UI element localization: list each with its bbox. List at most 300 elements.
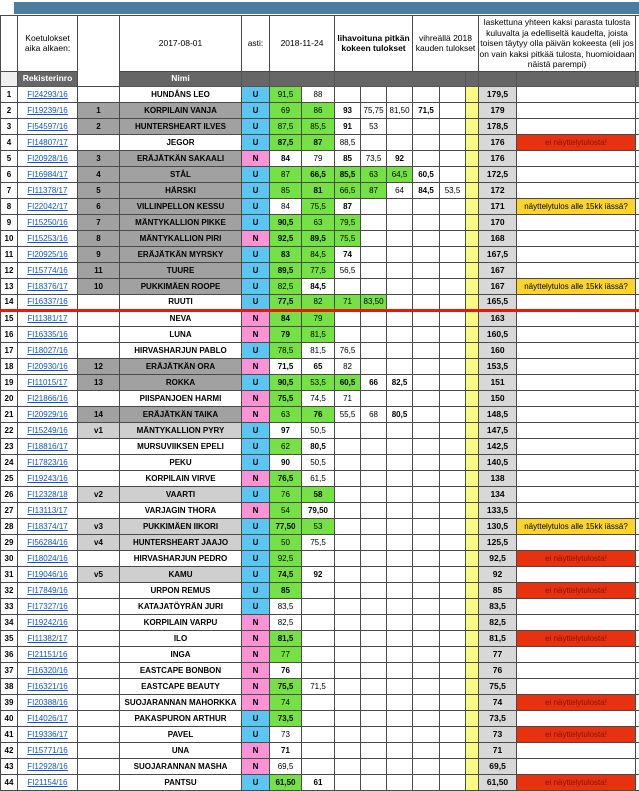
score-cell (413, 455, 440, 471)
registry-cell (18, 647, 78, 663)
row-number: 11 (1, 247, 18, 263)
subheader-empty-notes (517, 72, 636, 87)
gutter-cell (636, 391, 639, 407)
selection-cell: v2 (78, 487, 120, 503)
score-cell: 87 (302, 135, 335, 151)
row-number: 13 (1, 279, 18, 295)
total-cell: 92 (479, 567, 517, 583)
total-cell: 81,5 (479, 631, 517, 647)
score-cell (413, 663, 440, 679)
subheader-gutter (636, 72, 639, 87)
yellow-marker-cell (466, 215, 479, 231)
registry-cell (18, 775, 78, 791)
score-cell: 82,5 (387, 375, 413, 391)
gutter-cell (636, 279, 639, 295)
score-cell: 80,5 (302, 439, 335, 455)
score-cell (335, 679, 361, 695)
registry-cell (18, 599, 78, 615)
score-cell: 54 (270, 503, 302, 519)
score-cell: 87,5 (270, 135, 302, 151)
score-cell (387, 487, 413, 503)
gutter-cell (636, 743, 639, 759)
table-row (1, 471, 639, 487)
dog-name: VILLINPELLON KESSU (120, 199, 242, 215)
registry-link[interactable]: FI11378/17 (27, 185, 68, 195)
total-cell: 138 (479, 471, 517, 487)
yellow-marker-cell (466, 615, 479, 631)
score-cell: 81,5 (302, 327, 335, 343)
score-cell (387, 423, 413, 439)
score-cell (387, 471, 413, 487)
gutter-cell (636, 199, 639, 215)
registry-link[interactable]: FI11382/17 (27, 633, 68, 643)
registry-cell (18, 391, 78, 407)
registry-link[interactable]: FI11015/17 (27, 377, 68, 387)
yellow-marker-cell (466, 647, 479, 663)
yellow-marker-cell (466, 727, 479, 743)
registry-link[interactable]: FI18024/16 (27, 553, 68, 563)
yellow-marker-cell (466, 391, 479, 407)
row-number: 44 (1, 775, 18, 791)
score-cell (413, 375, 440, 391)
trial-type-cell: U (242, 119, 270, 135)
dog-name: JEGOR (120, 135, 242, 151)
yellow-marker-cell (466, 263, 479, 279)
dog-name: PANTSU (120, 775, 242, 791)
score-cell (440, 231, 466, 247)
registry-link[interactable]: FI12328/18 (27, 489, 68, 499)
registry-link[interactable]: FI16984/17 (27, 169, 68, 179)
score-cell: 81,50 (387, 103, 413, 119)
note-cell: näyttelytulos alle 15kk iässä? (517, 519, 636, 535)
row-number: 16 (1, 327, 18, 343)
dog-name: MÄNTYKALLION PYRY (120, 423, 242, 439)
trial-type-cell: U (242, 263, 270, 279)
score-cell: 85 (270, 183, 302, 199)
score-cell (361, 423, 387, 439)
selection-cell: 7 (78, 215, 120, 231)
gutter-cell (636, 87, 639, 103)
row-number: 19 (1, 375, 18, 391)
note-cell: näyttelytulos alle 15kk iässä? (517, 279, 636, 295)
score-cell (335, 727, 361, 743)
total-cell: 92,5 (479, 551, 517, 567)
total-cell: 76 (479, 663, 517, 679)
table-row (1, 167, 639, 183)
registry-cell (18, 663, 78, 679)
table-row (1, 407, 639, 423)
registry-link[interactable]: FI17849/16 (27, 585, 68, 595)
registry-link[interactable]: FI22042/17 (27, 201, 68, 211)
score-cell (440, 631, 466, 647)
registry-link[interactable]: FI15249/16 (27, 425, 68, 435)
yellow-marker-cell (466, 343, 479, 359)
registry-link[interactable]: FI19242/16 (27, 617, 68, 627)
table-row (1, 151, 639, 167)
total-cell: 61,50 (479, 775, 517, 791)
registry-cell (18, 535, 78, 551)
score-cell (413, 359, 440, 375)
score-cell (387, 583, 413, 599)
registry-cell (18, 711, 78, 727)
registry-cell (18, 759, 78, 775)
table-row (1, 695, 639, 711)
score-cell (302, 647, 335, 663)
score-cell (335, 615, 361, 631)
score-cell (413, 615, 440, 631)
trial-type-cell: U (242, 551, 270, 567)
gutter-cell (636, 599, 639, 615)
registry-link[interactable]: FI15774/16 (27, 265, 68, 275)
total-cell: 176 (479, 151, 517, 167)
score-cell (361, 631, 387, 647)
table-row (1, 759, 639, 775)
registry-cell (18, 615, 78, 631)
note-cell: näyttelytulos alle 15kk iässä? (517, 199, 636, 215)
trial-type-cell: N (242, 647, 270, 663)
gutter-cell (636, 359, 639, 375)
registry-link[interactable]: FI20925/16 (27, 249, 68, 259)
gutter-cell (636, 503, 639, 519)
registry-link[interactable]: FI19243/16 (27, 473, 68, 483)
registry-link[interactable]: FI20388/16 (27, 697, 68, 707)
score-cell (387, 119, 413, 135)
score-cell (413, 247, 440, 263)
trial-type-cell: U (242, 103, 270, 119)
score-cell: 91 (335, 119, 361, 135)
score-cell: 69,5 (270, 759, 302, 775)
registry-link[interactable]: FI20930/16 (27, 361, 68, 371)
registry-cell (18, 583, 78, 599)
registry-link[interactable]: FI16335/16 (27, 329, 68, 339)
score-cell: 97 (270, 423, 302, 439)
table-row (1, 279, 639, 295)
score-cell (361, 279, 387, 295)
gutter-cell (636, 519, 639, 535)
score-cell (361, 247, 387, 263)
registry-link[interactable]: FI18376/17 (27, 281, 68, 291)
row-number: 4 (1, 135, 18, 151)
row-number: 33 (1, 599, 18, 615)
selection-cell: 3 (78, 151, 120, 167)
registry-link[interactable]: FI54597/16 (27, 121, 68, 131)
score-cell (413, 759, 440, 775)
score-cell: 61,5 (302, 471, 335, 487)
total-cell: 140,5 (479, 455, 517, 471)
score-cell (413, 263, 440, 279)
total-cell: 171 (479, 199, 517, 215)
score-cell: 74,5 (270, 567, 302, 583)
yellow-marker-cell (466, 583, 479, 599)
registry-link[interactable]: FI16321/16 (27, 681, 68, 691)
total-cell: 160 (479, 343, 517, 359)
registry-cell (18, 471, 78, 487)
score-cell: 61 (302, 775, 335, 791)
score-cell (302, 615, 335, 631)
score-cell (440, 167, 466, 183)
registry-cell (18, 311, 78, 327)
score-cell (413, 423, 440, 439)
yellow-marker-cell (466, 711, 479, 727)
score-cell: 84 (270, 199, 302, 215)
score-cell (387, 263, 413, 279)
registry-link[interactable]: FI19239/16 (27, 105, 68, 115)
score-cell: 76 (302, 407, 335, 423)
total-cell: 83,5 (479, 599, 517, 615)
registry-link[interactable]: FI11381/17 (27, 314, 68, 324)
row-number: 36 (1, 647, 18, 663)
registry-cell (18, 327, 78, 343)
registry-cell (18, 727, 78, 743)
score-cell: 84,5 (302, 279, 335, 295)
score-cell: 74 (335, 247, 361, 263)
score-cell (413, 391, 440, 407)
dog-name: UNA (120, 743, 242, 759)
score-cell (387, 535, 413, 551)
score-cell (361, 743, 387, 759)
score-cell: 56,5 (335, 263, 361, 279)
score-cell (335, 455, 361, 471)
registry-link[interactable]: FI13113/17 (27, 505, 68, 515)
score-cell: 82,5 (270, 615, 302, 631)
score-cell: 74,5 (302, 391, 335, 407)
registry-link[interactable]: FI19046/16 (27, 569, 68, 579)
total-cell: 179 (479, 103, 517, 119)
score-cell (440, 151, 466, 167)
selection-cell: 10 (78, 279, 120, 295)
registry-link[interactable]: FI21866/16 (27, 393, 68, 403)
gutter-cell (636, 215, 639, 231)
score-cell (335, 663, 361, 679)
score-cell: 82 (335, 359, 361, 375)
note-cell (517, 151, 636, 167)
total-cell: 85 (479, 583, 517, 599)
score-cell (413, 487, 440, 503)
selection-cell (78, 295, 120, 311)
registry-cell (18, 167, 78, 183)
trial-type-cell: N (242, 631, 270, 647)
yellow-marker-cell (466, 311, 479, 327)
score-cell (440, 119, 466, 135)
yellow-marker-cell (466, 503, 479, 519)
registry-link[interactable]: FI18816/17 (27, 441, 68, 451)
score-cell (335, 503, 361, 519)
score-cell (361, 647, 387, 663)
score-cell: 92 (302, 567, 335, 583)
yellow-marker-cell (466, 247, 479, 263)
score-cell (387, 567, 413, 583)
registry-link[interactable]: FI21154/16 (27, 777, 68, 787)
score-cell: 73,5 (361, 151, 387, 167)
score-cell (440, 567, 466, 583)
selection-cell (78, 695, 120, 711)
registry-link[interactable]: FI18374/17 (27, 521, 68, 531)
trial-type-cell: N (242, 743, 270, 759)
score-cell: 68 (361, 407, 387, 423)
dog-name: PEKU (120, 455, 242, 471)
registry-link[interactable]: FI19336/17 (27, 729, 68, 739)
total-cell: 170 (479, 215, 517, 231)
selection-cell (78, 679, 120, 695)
dog-name: ROKKA (120, 375, 242, 391)
results-table (0, 15, 639, 791)
score-cell (302, 631, 335, 647)
registry-link[interactable]: FI15250/16 (27, 217, 68, 227)
subheader-empty-un (242, 72, 270, 87)
trial-type-cell: U (242, 279, 270, 295)
row-number: 21 (1, 407, 18, 423)
score-cell: 77,5 (302, 263, 335, 279)
score-cell: 55,5 (335, 407, 361, 423)
header-bold-note: lihavoituna pitkän kokeen tulokset (335, 16, 413, 72)
score-cell (440, 87, 466, 103)
registry-cell (18, 295, 78, 311)
score-cell: 75,5 (302, 535, 335, 551)
registry-link[interactable]: FI14807/17 (27, 137, 68, 147)
row-number: 7 (1, 183, 18, 199)
score-cell (440, 455, 466, 471)
row-number: 38 (1, 679, 18, 695)
score-cell: 77,5 (270, 295, 302, 311)
selection-cell (78, 631, 120, 647)
total-cell: 179,5 (479, 87, 517, 103)
yellow-marker-cell (466, 471, 479, 487)
registry-link[interactable]: FI21151/16 (27, 649, 68, 659)
registry-link[interactable]: FI17327/16 (27, 601, 68, 611)
dog-name: HIRVASHARJUN PABLO (120, 343, 242, 359)
score-cell (335, 279, 361, 295)
registry-link[interactable]: FI15253/16 (27, 233, 68, 243)
score-cell (387, 551, 413, 567)
yellow-marker-cell (466, 663, 479, 679)
score-cell (413, 471, 440, 487)
total-cell: 163 (479, 311, 517, 327)
gutter-cell (636, 167, 639, 183)
selection-cell (78, 743, 120, 759)
score-cell: 76,5 (270, 471, 302, 487)
gutter-cell (636, 295, 639, 311)
score-cell (413, 583, 440, 599)
registry-cell (18, 215, 78, 231)
subheader-empty-yellow (466, 72, 479, 87)
registry-link[interactable]: FI15771/16 (27, 745, 68, 755)
table-row (1, 375, 639, 391)
table-row (1, 119, 639, 135)
score-cell (413, 407, 440, 423)
score-cell (387, 87, 413, 103)
gutter-cell (636, 119, 639, 135)
yellow-marker-cell (466, 535, 479, 551)
score-cell (440, 519, 466, 535)
registry-cell (18, 119, 78, 135)
gutter-cell (636, 183, 639, 199)
dog-name: EASTCAPE BONBON (120, 663, 242, 679)
trial-type-cell: U (242, 295, 270, 311)
score-cell (361, 263, 387, 279)
table-row (1, 327, 639, 343)
row-number: 15 (1, 311, 18, 327)
score-cell: 75,75 (361, 103, 387, 119)
score-cell: 71,5 (413, 103, 440, 119)
yellow-marker-cell (466, 759, 479, 775)
selection-cell (78, 471, 120, 487)
dog-name: NEVA (120, 311, 242, 327)
score-cell (335, 775, 361, 791)
score-cell (361, 551, 387, 567)
score-cell (387, 631, 413, 647)
score-cell: 84,5 (413, 183, 440, 199)
registry-link[interactable]: FI24293/16 (27, 89, 68, 99)
dog-name: ILO (120, 631, 242, 647)
score-cell (413, 119, 440, 135)
frozen-header-bar (14, 2, 639, 14)
registry-link[interactable]: FI18027/16 (27, 345, 68, 355)
row-number: 26 (1, 487, 18, 503)
dog-name: URPON REMUS (120, 583, 242, 599)
score-cell (413, 711, 440, 727)
score-cell: 65 (302, 359, 335, 375)
note-cell (517, 503, 636, 519)
score-cell: 84 (270, 311, 302, 327)
selection-cell: 13 (78, 375, 120, 391)
registry-link[interactable]: FI16320/16 (27, 665, 68, 675)
score-cell (387, 663, 413, 679)
score-cell: 82,5 (270, 279, 302, 295)
registry-link[interactable]: FI12928/16 (27, 761, 68, 771)
score-cell (335, 87, 361, 103)
score-cell (387, 295, 413, 311)
score-cell: 87 (361, 183, 387, 199)
registry-link[interactable]: FI20928/16 (27, 153, 68, 163)
registry-cell (18, 743, 78, 759)
registry-link[interactable]: FI17823/16 (27, 457, 68, 467)
table-row (1, 439, 639, 455)
subheader-empty-scores (270, 72, 335, 87)
score-cell (440, 679, 466, 695)
total-cell: 73 (479, 727, 517, 743)
dog-name: KAMU (120, 567, 242, 583)
gutter-cell (636, 679, 639, 695)
trial-type-cell: N (242, 759, 270, 775)
registry-link[interactable]: FI56284/16 (27, 537, 68, 547)
dog-name: PAKASPURON ARTHUR (120, 711, 242, 727)
score-cell (361, 583, 387, 599)
dog-name: SUOJARANNAN MAHORKKA (120, 695, 242, 711)
score-cell (361, 87, 387, 103)
dog-name: KORPILAIN VIRVE (120, 471, 242, 487)
registry-cell (18, 135, 78, 151)
registry-link[interactable]: FI14026/17 (27, 713, 68, 723)
yellow-marker-cell (466, 119, 479, 135)
header-selection: Erraus- haukkui- hin valitut ja järjestys (78, 16, 120, 87)
row-number: 23 (1, 439, 18, 455)
total-cell: 167 (479, 263, 517, 279)
score-cell (387, 391, 413, 407)
score-cell: 73 (270, 727, 302, 743)
score-cell (302, 743, 335, 759)
table-row (1, 711, 639, 727)
registry-link[interactable]: FI16337/16 (27, 297, 68, 307)
header-date-to: 2018-11-24 (270, 16, 335, 72)
score-cell (335, 743, 361, 759)
registry-link[interactable]: FI20929/16 (27, 409, 68, 419)
score-cell (440, 327, 466, 343)
selection-cell (78, 439, 120, 455)
row-number: 41 (1, 727, 18, 743)
total-cell: 172 (479, 183, 517, 199)
selection-cell: v4 (78, 535, 120, 551)
total-cell: 74 (479, 695, 517, 711)
